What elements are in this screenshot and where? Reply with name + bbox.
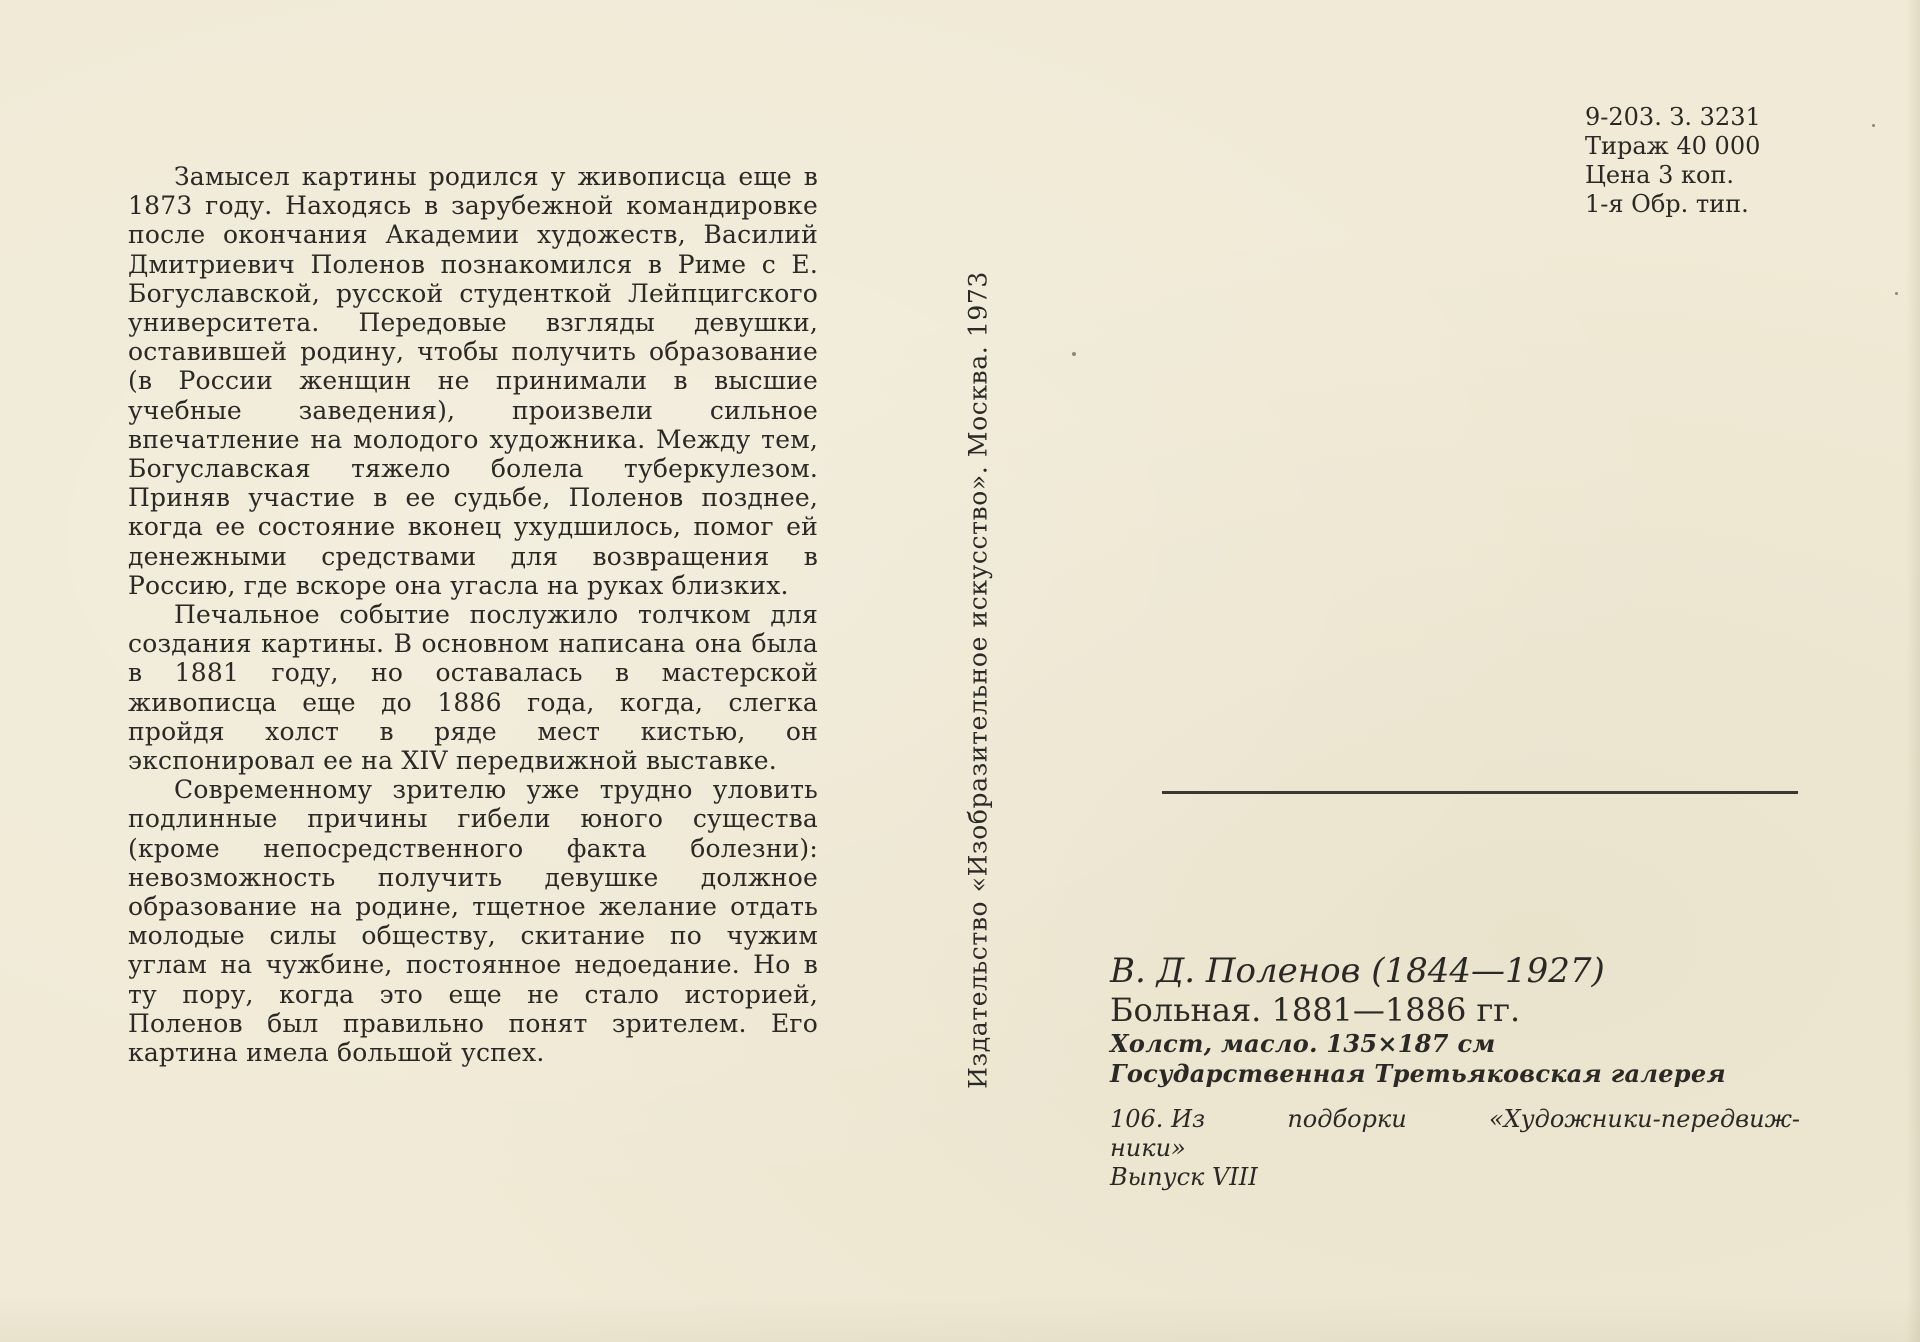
paragraph-1: Замысел картины родился у живописца еще в 1873 году. Находясь в зарубежной командировке после окончания Академии художеств, Василий Дмитриевич Поленов познакомился в Риме с Е. Богуславской, русской студенткой Лейпцигского университета. Передовые взгляды девушки, оставившей родину, чтобы получить образование (в России женщин не принимали в высшие учебные заведения), произвели сильное впечатление на молодого художника. Между тем, Богуславская тяжело болела туберкулезом. Приняв участие в ее судьбе, Поленов позднее, когда ее состояние вконец ухудшилось, помог ей денежными средствами для возвращения в Россию, где вскоре она угасла на руках близких. <box>128 162 818 600</box>
artist-name: В. Д. Поленов (1844—1927) <box>1110 951 1605 991</box>
card-bottom-shade <box>0 1296 1920 1342</box>
series-number: 106. Из <box>1110 1105 1206 1133</box>
imprint-print-run: Тираж 40 000 <box>1585 132 1761 160</box>
publisher-text: Издательство «Изобразительное искусство». Москва. 1973 <box>963 271 993 1089</box>
series-name-continued: ники» <box>1110 1134 1186 1162</box>
series-name: «Художники-передвиж- <box>1488 1105 1800 1133</box>
series-info <box>1110 1105 1800 1192</box>
series-line <box>1110 1105 1800 1134</box>
paper-speck <box>1072 352 1076 356</box>
description-text <box>128 162 818 1067</box>
imprint-order-number: 9-203. З. 3231 <box>1585 103 1761 131</box>
imprint-price: Цена 3 коп. <box>1585 161 1735 189</box>
address-line <box>1162 791 1798 794</box>
imprint-printer: 1-я Обр. тип. <box>1585 190 1749 218</box>
museum-name: Государственная Третьяковская галерея <box>1110 1059 1726 1088</box>
artwork-caption <box>1110 951 1810 1192</box>
paragraph-2: Печальное событие послужило толчком для создания картины. В основном написана она была в 1881 году, но оставалась в мастерской живописца еще до 1886 года, когда, слегка пройдя холст в ряде мест кистью, он экспонировал ее на XIV передвижной выставке. <box>128 600 818 776</box>
series-word: подборки <box>1287 1105 1407 1133</box>
paragraph-3: Современному зрителю уже трудно уловить подлинные причины гибели юного существа (кроме непосредственного факта болезни): невозможность получить девушке должное образование на родине, тщетное желание отдать молодые силы обществу, скитание по чужим углам на чужбине, постоянное недоедание. Но в ту пору, когда это еще не стало историей, Поленов был правильно понят зрителем. Его картина имела большой успех. <box>128 775 818 1068</box>
artwork-medium: Холст, масло. 135×187 см <box>1110 1029 1496 1058</box>
artwork-title: Больная. 1881—1886 гг. <box>1110 991 1521 1029</box>
card-edge-shadow <box>1906 0 1920 1342</box>
paper-speck <box>1895 292 1898 295</box>
paper-speck <box>1872 124 1875 127</box>
print-imprint <box>1585 103 1761 219</box>
series-issue: Выпуск VIII <box>1110 1163 1258 1191</box>
